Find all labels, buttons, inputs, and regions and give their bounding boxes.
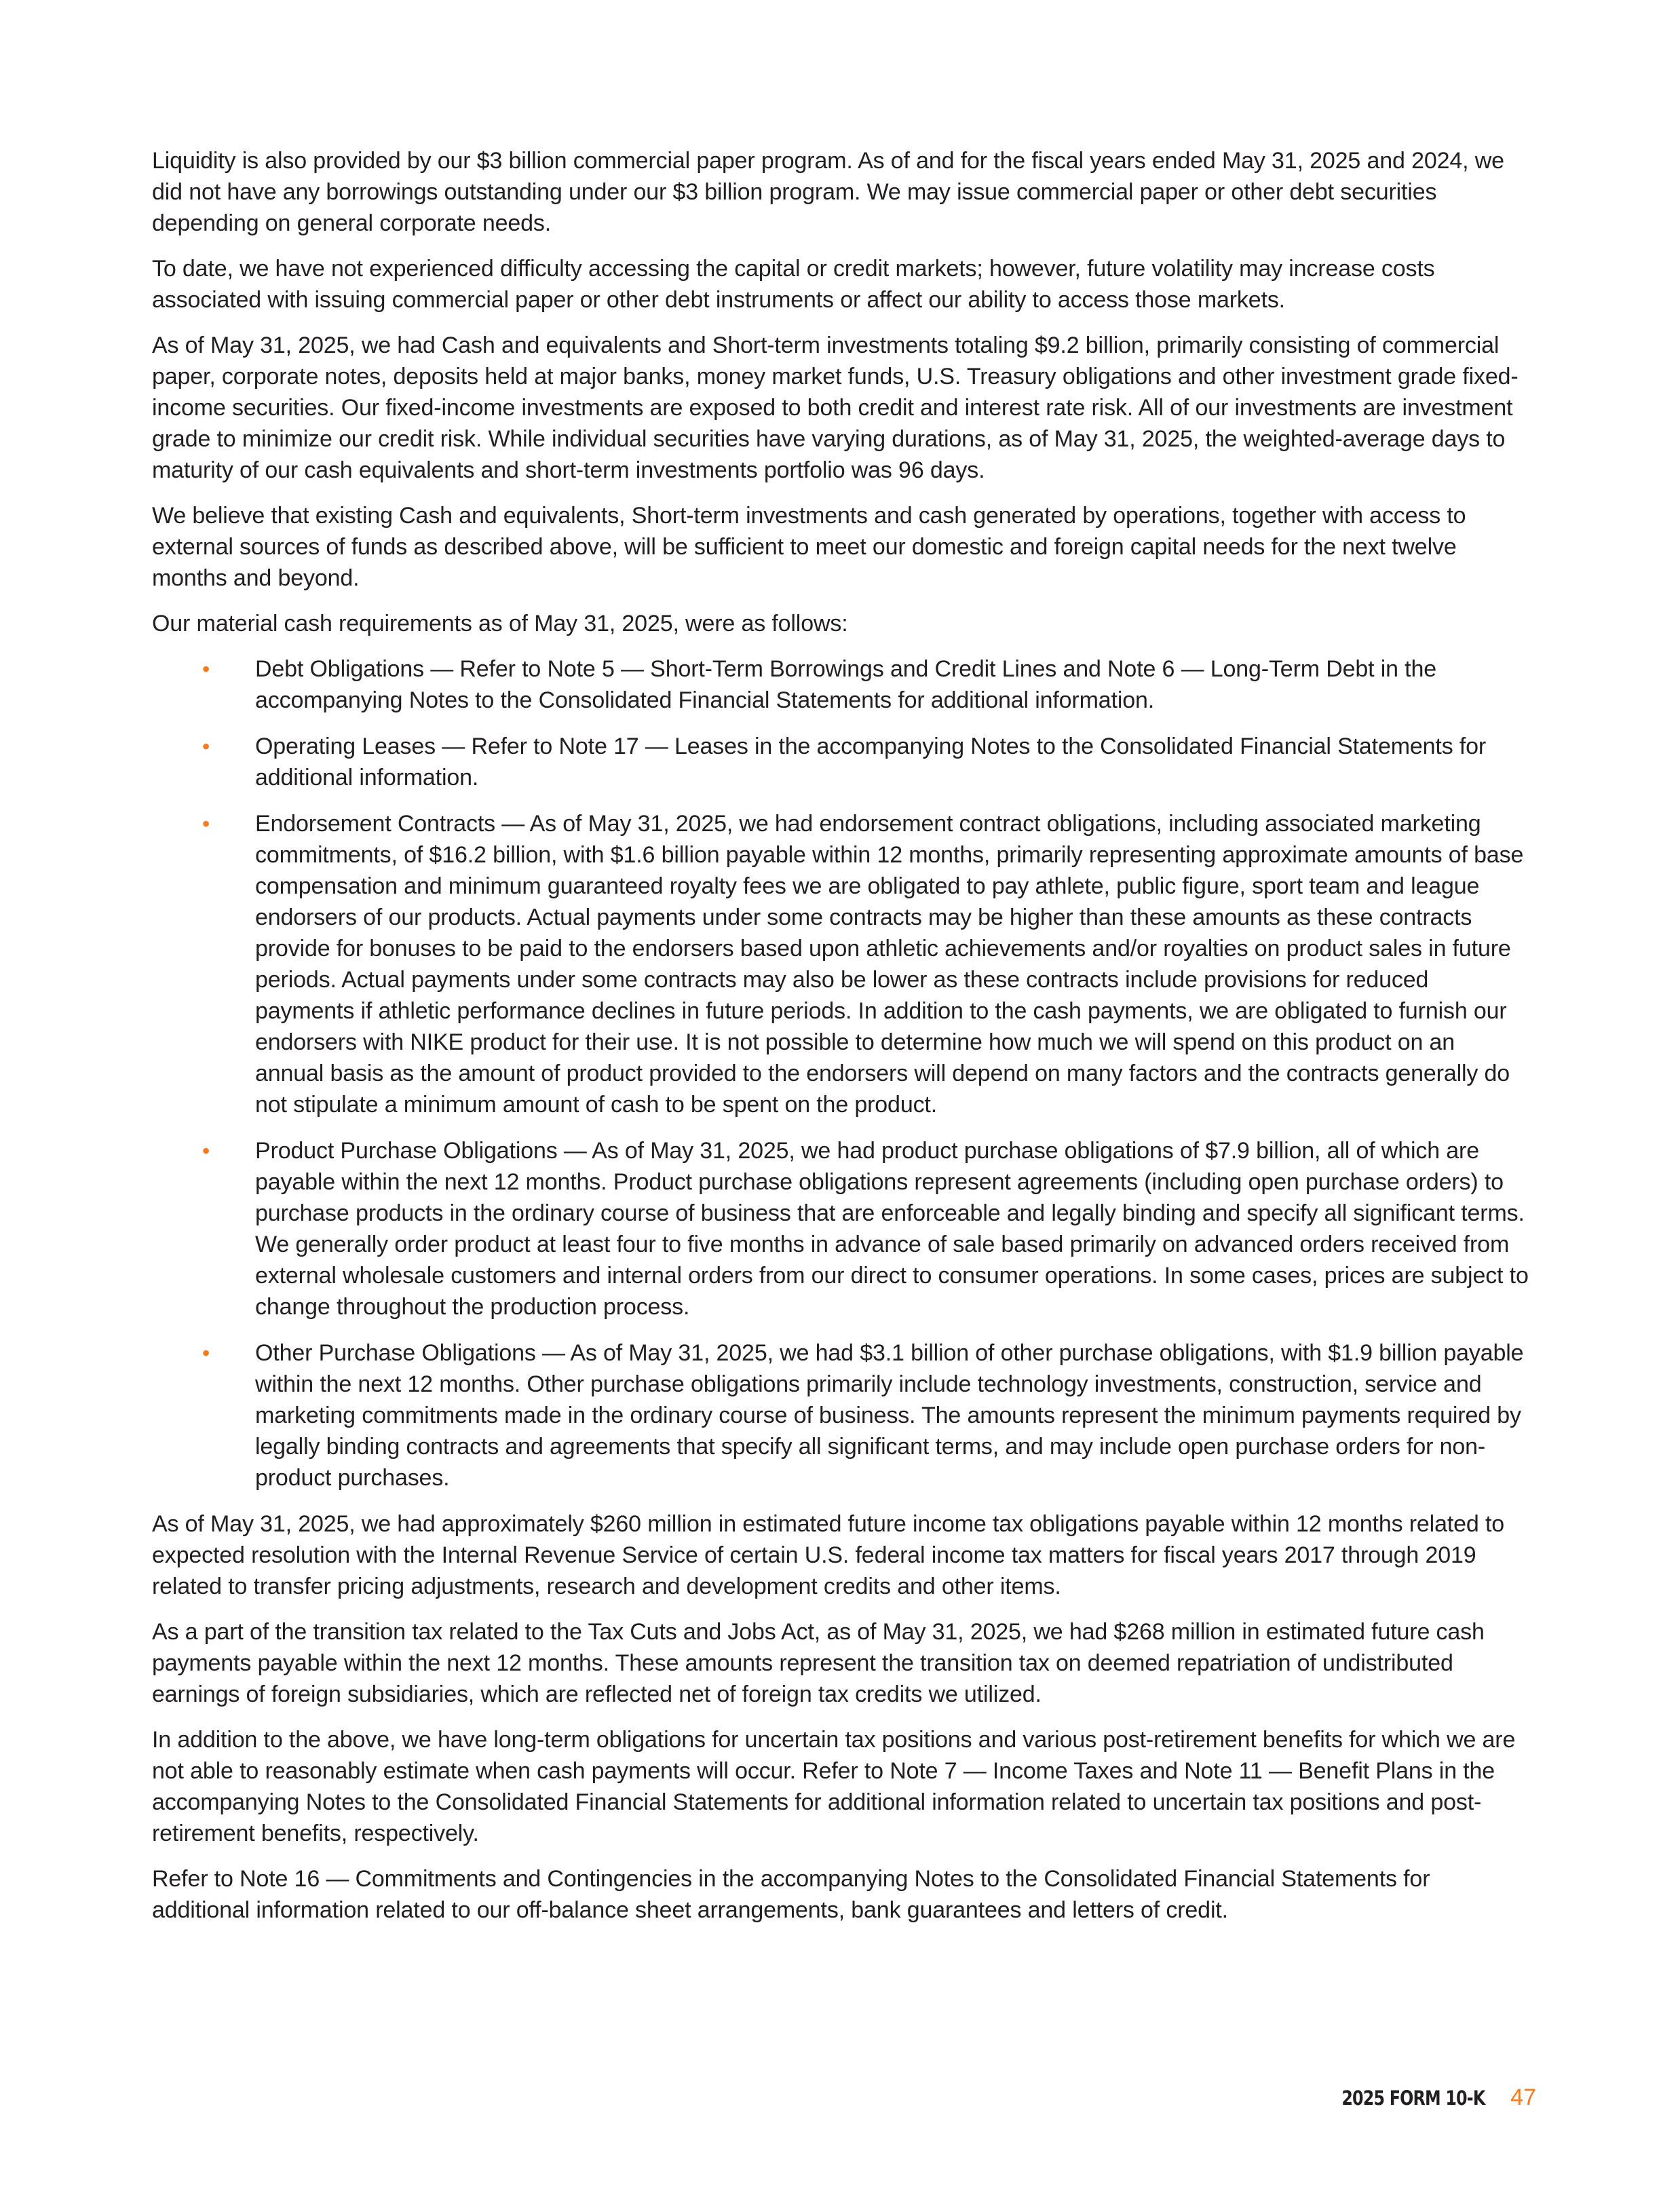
paragraph-transition-tax: As a part of the transition tax related to the Tax Cuts and Jobs Act, as of May 31, 2025, we had $268 million in estimated future cash payments payable within the next 12 months. These amounts represent the transition tax on deemed repatriation of undistributed earnings of foreign subsidiaries, which are reflected net of foreign tax credits we utilized. bbox=[152, 1619, 1485, 1707]
list-item-product-purchase-obligations bbox=[152, 1135, 1529, 1322]
bullet-icon: • bbox=[202, 734, 210, 759]
list-item-text: Debt Obligations — Refer to Note 5 — Short-Term Borrowings and Credit Lines and Note 6 — Long-Term Debt in the accompanying Notes to the Consolidated Financial Statements for additional information. bbox=[255, 656, 1436, 713]
bullet-icon: • bbox=[202, 657, 210, 681]
document-body bbox=[152, 145, 1529, 1940]
paragraph-cash-investments: As of May 31, 2025, we had Cash and equivalents and Short-term investments totaling $9.2 billion, primarily consisting of commercial paper, corporate notes, deposits held at major banks, money market funds, U.S. Treasury obligations and other investment grade fixed-income securities. Our fixed-income investments are exposed to both credit and interest rate risk. All of our investments are investment grade to minimize our credit risk. While individual securities have varying durations, as of May 31, 2025, the weighted-average days to maturity of our cash equivalents and short-term investments portfolio was 96 days. bbox=[152, 332, 1519, 483]
list-item-other-purchase-obligations bbox=[152, 1337, 1529, 1493]
paragraph-commitments-reference: Refer to Note 16 — Commitments and Contingencies in the accompanying Notes to the Consolidated Financial Statements for additional information related to our off-balance sheet arrangements, bank guarantees and letters of credit. bbox=[152, 1866, 1430, 1923]
list-item-text: Operating Leases — Refer to Note 17 — Leases in the accompanying Notes to the Consolidated Financial Statements for additional information. bbox=[255, 734, 1487, 791]
cash-requirements-list bbox=[152, 653, 1529, 1493]
bullet-icon: • bbox=[202, 1341, 210, 1365]
paragraph-sufficiency: We believe that existing Cash and equivalents, Short-term investments and cash generated by operations, together with access to external sources of funds as described above, will be sufficient to meet our domestic and foreign capital needs for the next twelve months and beyond. bbox=[152, 503, 1466, 591]
list-item-endorsement-contracts bbox=[152, 808, 1529, 1120]
list-item-text: Endorsement Contracts — As of May 31, 2025, we had endorsement contract obligations, including associated marketing commitments, of $16.2 billion, with $1.6 billion payable within 12 months, primarily representing approximate amounts of base compensation and minimum guaranteed royalty fees we are obligated to pay athlete, public figure, sport team and league endorsers of our products. Actual payments under some contracts may be higher than these amounts as these contracts provide for bonuses to be paid to the endorsers based upon athletic achievements and/or royalties on product sales in future periods. Actual payments under some contracts may also be lower as these contracts include provisions for reduced payments if athletic performance declines in future periods. In addition to the cash payments, we are obligated to furnish our endorsers with NIKE product for their use. It is not possible to determine how much we will spend on this product on an annual basis as the amount of product provided to the endorsers will depend on many factors and the contracts generally do not stipulate a minimum amount of cash to be spent on the product. bbox=[255, 811, 1524, 1118]
form-label: 2025 FORM 10-K bbox=[1341, 2087, 1485, 2110]
list-item-text: Other Purchase Obligations — As of May 31, 2025, we had $3.1 billion of other purchase obligations, with $1.9 billion payable within the next 12 months. Other purchase obligations primarily include technology investments, construction, service and marketing commitments made in the ordinary course of business. The amounts represent the minimum payments required by legally binding contracts and agreements that specify all significant terms, and may include open purchase orders for non-product purchases. bbox=[255, 1340, 1524, 1491]
paragraph-cash-requirements-intro: Our material cash requirements as of May 31, 2025, were as follows: bbox=[152, 611, 848, 636]
bullet-icon: • bbox=[202, 812, 210, 836]
list-item-operating-leases bbox=[152, 731, 1529, 793]
paragraph-credit-markets: To date, we have not experienced difficulty accessing the capital or credit markets; however, future volatility may increase costs associated with issuing commercial paper or other debt instruments or affect our ability to access those markets. bbox=[152, 256, 1435, 313]
paragraph-commercial-paper: Liquidity is also provided by our $3 billion commercial paper program. As of and for the fiscal years ended May 31, 2025 and 2024, we did not have any borrowings outstanding under our $3 billion program. We may issue commercial paper or other debt securities depending on general corporate needs. bbox=[152, 148, 1504, 236]
paragraph-long-term-obligations: In addition to the above, we have long-term obligations for uncertain tax positions and various post-retirement benefits for which we are not able to reasonably estimate when cash payments will occur. Refer to Note 7 — Income Taxes and Note 11 — Benefit Plans in the accompanying Notes to the Consolidated Financial Statements for additional information related to uncertain tax positions and post-retirement benefits, respectively. bbox=[152, 1727, 1516, 1846]
list-item-debt-obligations bbox=[152, 653, 1529, 716]
page-footer bbox=[1310, 2085, 1536, 2111]
page-number: 47 bbox=[1510, 2085, 1536, 2110]
bullet-icon: • bbox=[202, 1139, 210, 1163]
list-item-text: Product Purchase Obligations — As of May 31, 2025, we had product purchase obligations of $7.9 billion, all of which are payable within the next 12 months. Product purchase obligations represent agreements (including open purchase orders) to purchase products in the ordinary course of business that are enforceable and legally binding and specify all significant terms. We generally order product at least four to five months in advance of sale based primarily on advanced orders received from external wholesale customers and internal orders from our direct to consumer operations. In some cases, prices are subject to change throughout the production process. bbox=[255, 1138, 1529, 1320]
paragraph-income-tax-obligations: As of May 31, 2025, we had approximately $260 million in estimated future income tax obligations payable within 12 months related to expected resolution with the Internal Revenue Service of certain U.S. federal income tax matters for fiscal years 2017 through 2019 related to transfer pricing adjustments, research and development credits and other items. bbox=[152, 1511, 1505, 1599]
